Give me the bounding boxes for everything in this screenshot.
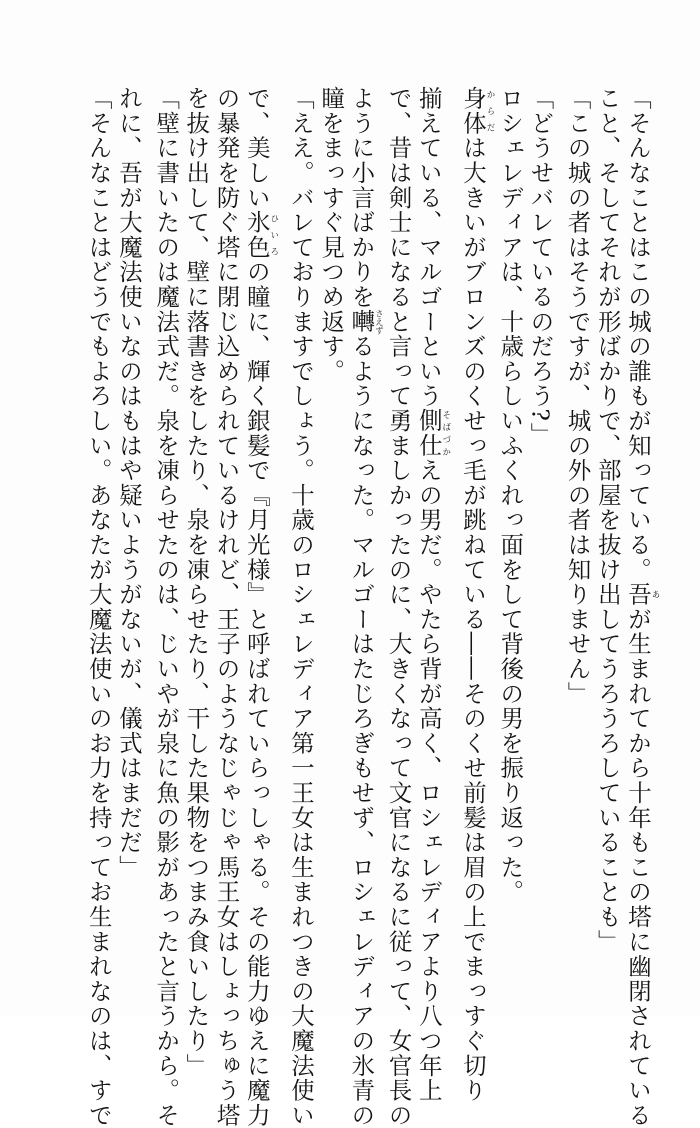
text-line: 身体からだは大きいがブロンズのくせっ毛が跳ねている――そのくせ前髪は眉の上でまっすぐ切り bbox=[458, 86, 495, 1103]
text-line: れに、吾が大魔法使いなのはもはや疑いようがないが、儀式はまだだ」 bbox=[114, 86, 143, 880]
text-line: ように小言ばかりを囀さえずるようになった。マルゴーはたじろぎもせず、ロシェレディアの氷青の bbox=[347, 86, 384, 1128]
text-line: 「ええ。バレておりますでしょう。十歳のロシェレディア第一王女は生まれつきの大魔法使い bbox=[286, 86, 315, 1128]
text-line: 「どうせバレているのだろう?」 bbox=[526, 86, 555, 448]
text-line: 揃えている、マルゴーという側仕そばづかえの男だ。やたら背が高く、ロシェレディアより八つ年上 bbox=[414, 86, 451, 1103]
text-line: の暴発を防ぐ塔に閉じ込められているけれど、王子のようなじゃじゃ馬王女はしょっちゅう塔 bbox=[212, 86, 241, 1128]
text-line: 「壁に書いたのは魔法式だ。泉を凍らせたのは、じいやが泉に魚の影があったと言うから。そ bbox=[152, 86, 181, 1128]
text-line: 「そんなことはこの城の誰もが知っている。吾あが生まれてから十年もこの塔に幽閉されている bbox=[624, 86, 660, 1128]
text-line: を抜け出して、壁に落書きをしたり、泉を凍らせたり、干した果物をつまみ食いしたり」 bbox=[182, 86, 211, 1078]
text-line: ロシェレディアは、十歳らしいふくれっ面をして背後の男を振り返った。 bbox=[496, 86, 525, 905]
text-line: こと、そしてそれが形ばかりで、部屋を抜け出してうろうろしていることも」 bbox=[593, 86, 622, 954]
text-line: 瞳をまっすぐ見つめ返す。 bbox=[317, 86, 346, 384]
text-line: 「この城の者はそうですが、城の外の者は知りません」 bbox=[563, 86, 592, 706]
text-line: 「そんなことはどうでもよろしい。あなたが大魔法使いのお力を持ってお生まれなのは、すで bbox=[84, 86, 113, 1128]
text-line: で、美しい氷色ひいろの瞳に、輝く銀髪で『月光様』と呼ばれていらっしゃる。その能力ゆえに魔力 bbox=[242, 86, 279, 1128]
text-line: で、昔は剣士になると言って勇ましかったのに、大きくなって文官になるに従って、女官長の bbox=[384, 86, 413, 1128]
vertical-text-block bbox=[84, 86, 660, 1128]
